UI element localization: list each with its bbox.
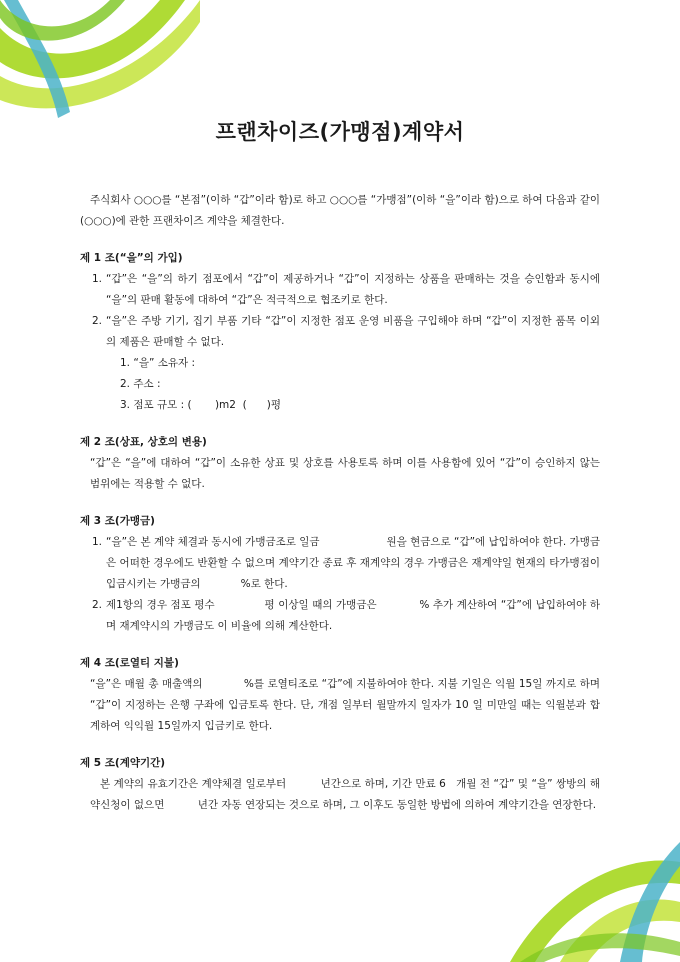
document-title: 프랜차이즈(가맹점)계약서 [215, 120, 465, 144]
sub-item-store-size [110, 395, 600, 416]
item-number: 1. [92, 536, 103, 548]
sub-item-number: 3. [120, 399, 131, 411]
sub-item-address [110, 374, 600, 395]
article-5-body: 본 계약의 유효기간은 계약체결 일로부터 년간으로 하며, 기간 만료 6 개월 전 “갑” 및 “을” 쌍방의 해약신청이 없으면 년간 자동 연장되는 것으로 하며, 그 이후도 동일한 방법에 의하여 계약기간을 연장한다. [90, 778, 600, 811]
item-text: 제1항의 경우 점포 평수 평 이상일 때의 가맹금은 % 추가 계산하여 “갑”에 납입하여야 하며 재계약시의 가맹금도 이 비율에 의해 계산한다. [106, 599, 600, 632]
item-number: 2. [92, 599, 103, 611]
article-1-sublist [80, 353, 600, 416]
sub-item-number: 2. [120, 378, 131, 390]
article-2-heading: 제 2 조(상표, 상호의 변용) [80, 436, 207, 448]
corner-swoosh-top-left [0, 0, 200, 120]
article-4-body: “을”은 매월 총 매출액의 %를 로열티조로 “갑”에 지불하여야 한다. 지불 기일은 익월 15일 까지로 하며 “갑”이 지정하는 은행 구좌에 입금토록 한다. 단, 개점 일부터 월말까지 일자가 10 일 미만일 때는 익월분과 합계하여 익익월 15일까지 입금키로 한다. [90, 678, 604, 732]
item-text: “갑”은 “을”의 하기 점포에서 “갑”이 제공하거나 “갑”이 지정하는 상품을 판매하는 것을 승인함과 동시에 “을”의 판매 활동에 대하여 “갑”은 적극적으로 협조키로 한다. [106, 273, 600, 306]
item-text: “을”은 주방 기기, 집기 부품 기타 “갑”이 지정한 점포 운영 비품을 구입해야 하며 “갑”이 지정한 품목 이외의 제품은 판매할 수 없다. [106, 315, 600, 348]
intro-paragraph: 주식회사 ○○○를 “본점”(이하 “갑”이라 함)로 하고 ○○○를 “가맹점”(이하 “을”이라 함)으로 하여 다음과 같이 (○○○)에 관한 프랜차이즈 계약을 체결한다. [80, 194, 600, 227]
article-5-heading: 제 5 조(계약기간) [80, 757, 166, 769]
corner-swoosh-bottom-right [510, 832, 680, 962]
article-3-heading: 제 3 조(가맹금) [80, 515, 155, 527]
article-4-heading: 제 4 조(로열티 지불) [80, 657, 179, 669]
article-1-item-1 [80, 269, 600, 311]
item-number: 1. [92, 273, 103, 285]
sub-item-text: 점포 규모 : ( )m2 ( )평 [133, 399, 281, 411]
item-number: 2. [92, 315, 103, 327]
sub-item-text: “을” 소유자 : [133, 357, 196, 369]
sub-item-number: 1. [120, 357, 131, 369]
sub-item-text: 주소 : [133, 378, 161, 390]
sub-item-owner [110, 353, 600, 374]
article-2-body: “갑”은 “을”에 대하여 “갑”이 소유한 상표 및 상호를 사용토록 하며 이를 사용함에 있어 “갑”이 승인하지 않는 범위에는 적용할 수 없다. [90, 457, 600, 490]
article-3-item-1 [80, 532, 604, 595]
article-1-heading: 제 1 조(“을”의 가입) [80, 252, 183, 264]
article-1-item-2 [80, 311, 600, 353]
item-text: “을”은 본 계약 체결과 동시에 가맹금조로 일금 원을 현금으로 “갑”에 납입하여야 한다. 가맹금은 어떠한 경우에도 반환할 수 없으며 계약기간 종료 후 재계약의 경우 가맹금은 재계약일 현재의 타가맹점이 입금시키는 가맹금의 %로 한다. [106, 536, 604, 590]
document-body [80, 190, 604, 816]
article-3-item-2 [80, 595, 600, 637]
